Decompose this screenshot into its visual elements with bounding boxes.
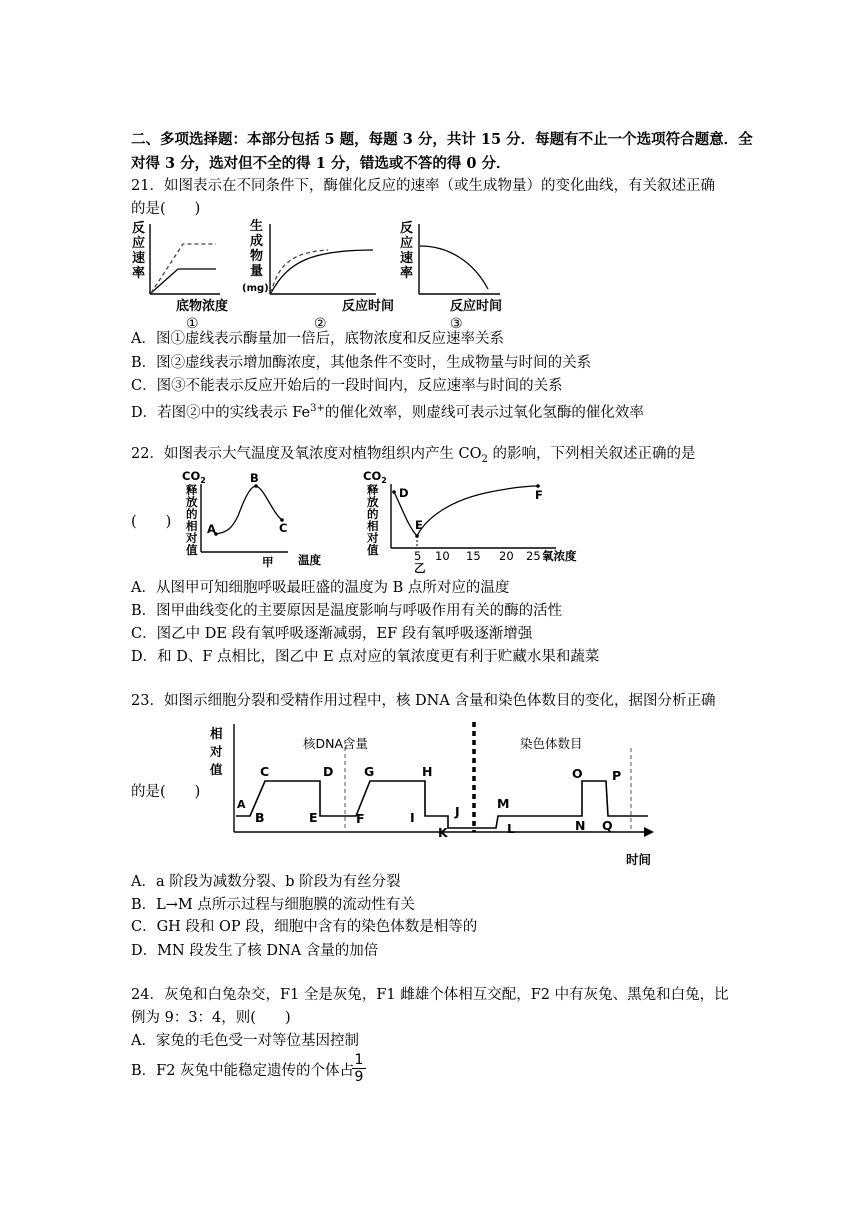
q21-option-d-post: 的催化效率，则虚线可表示过氧化氢酶的催化效率: [324, 404, 644, 421]
q22-figures: [180, 468, 600, 576]
q21-fig3-ylabel-1: 应: [400, 236, 414, 251]
q23-pt-L: L: [507, 821, 515, 836]
q21-option-d: [131, 400, 644, 422]
q22-figA-pt-A: A: [207, 522, 216, 536]
q23-pt-G: G: [364, 764, 375, 779]
q22-figB-ylabel-0: 释: [367, 483, 379, 497]
q22-figA-ylabel-2: 的: [186, 507, 198, 521]
q22-figB-tick-20: 20: [499, 549, 514, 563]
q24-fraction-denominator: 9: [354, 1069, 364, 1085]
q21-option-b: B．图②虚线表示增加酶浓度，其他条件不变时，生成物量与时间的关系: [131, 355, 592, 371]
q23-option-c: C．GH 段和 OP 段，细胞中含有的染色体数是相等的: [131, 919, 478, 935]
q22-figB-pt-F: F: [535, 488, 543, 502]
q21-fig1-number: ①: [186, 316, 199, 332]
q23-figure: [208, 718, 668, 868]
q21-fig2-ylabel-3: 量: [250, 264, 264, 279]
q23-pt-K: K: [438, 825, 448, 840]
q22-stem-pre: 22．如图表示大气温度及氧浓度对植物组织内产生 CO: [131, 446, 482, 462]
q21-stem-line2: 的是( ): [131, 201, 201, 217]
q22-figA-ylabel-1: 放: [186, 495, 198, 509]
section-heading-line1: 二、多项选择题：本部分包括 5 题，每题 3 分，共计 15 分．每题有不止一个选项符合题意．全: [131, 131, 753, 148]
q24-option-b: B．F2 灰兔中能稳定遗传的个体占: [131, 1063, 355, 1079]
q22-figB-xlabel: 氧浓度: [542, 549, 577, 563]
q21-fig1-xlabel: 底物浓度: [176, 299, 229, 314]
q23-title-dna: 核DNA含量: [303, 736, 369, 751]
q21-fig2-ylabel-2: 物: [250, 249, 264, 264]
q23-pt-I: I: [410, 810, 415, 825]
q21-option-d-sup: 3+: [310, 403, 325, 414]
q22-figA-ylabel-0: 释: [186, 483, 198, 497]
q22-figB-pt-E: E: [415, 518, 423, 532]
q22-figB-caption: 乙: [414, 561, 426, 575]
q22-figB-ylabel-1: 放: [367, 495, 379, 509]
q22-figB-pt-D: D: [399, 486, 409, 500]
q23-ylabel-0: 相: [210, 726, 223, 741]
q21-fig3-ylabel-3: 率: [400, 266, 414, 281]
q23-pt-H: H: [422, 764, 433, 779]
q23-pt-N: N: [575, 818, 586, 833]
q23-pt-M: M: [497, 796, 510, 811]
q23-option-a: A．a 阶段为减数分裂、b 阶段为有丝分裂: [131, 874, 401, 890]
q22-paren: ( ): [131, 514, 172, 530]
q22-figB-tick-25: 25: [526, 549, 541, 563]
q23-pt-J: J: [455, 804, 460, 819]
q22-figA-xlabel: 温度: [298, 553, 321, 567]
q23-stem-line1: 23．如图示细胞分裂和受精作用过程中，核 DNA 含量和染色体数目的变化，据图分析正确: [131, 693, 716, 709]
q21-option-c: C．图③不能表示反应开始后的一段时间内，反应速率与时间的关系: [131, 378, 563, 394]
q21-fig2-unit: (mg): [242, 283, 269, 294]
q22-figA-caption: 甲: [262, 555, 274, 569]
q23-ylabel-2: 值: [210, 762, 223, 777]
q23-pt-D: D: [323, 764, 334, 779]
q24-option-a: A．家兔的毛色受一对等位基因控制: [131, 1033, 359, 1049]
q21-figures: [128, 216, 528, 332]
q22-figA-ylabel-5: 值: [186, 543, 198, 557]
q21-fig1-ylabel-2: 速: [132, 251, 146, 266]
q21-option-d-pre: D．若图②中的实线表示 Fe: [131, 404, 311, 421]
q21-fig3-ylabel-0: 反: [400, 221, 414, 236]
q22-option-d: D．和 D、F 点相比，图乙中 E 点对应的氧浓度更有利于贮藏水果和蔬菜: [131, 649, 600, 665]
q21-fig1-ylabel-3: 率: [132, 266, 146, 281]
q22-option-c: C．图乙中 DE 段有氧呼吸逐渐减弱，EF 段有氧呼吸逐渐增强: [131, 626, 533, 642]
q22-figA-pt-B: B: [250, 471, 259, 485]
q23-option-d: D．MN 段发生了核 DNA 含量的加倍: [131, 943, 379, 959]
q22-option-b: B．图甲曲线变化的主要原因是温度影响与呼吸作用有关的酶的活性: [131, 603, 563, 619]
q21-fig1-ylabel-0: 反: [132, 221, 146, 236]
q21-stem-line1: 21．如图表示在不同条件下，酶催化反应的速率（或生成物量）的变化曲线，有关叙述正确: [131, 178, 715, 194]
q24-stem-line2: 例为 9：3：4，则( ): [131, 1010, 291, 1026]
q22-stem-sub: 2: [481, 453, 488, 465]
q24-fraction: [352, 1052, 366, 1085]
section-heading-line2: 对得 3 分，选对但不全的得 1 分，错选或不答的得 0 分．: [131, 155, 511, 172]
q21-fig2-number: ②: [314, 316, 327, 332]
q23-pt-O: O: [572, 766, 583, 781]
q22-figB-ylabel-3: 相: [367, 519, 379, 533]
q22-figB-tick-15: 15: [466, 549, 481, 563]
q22-stem: [131, 445, 696, 469]
q22-figA-co2: $CO_2$: [182, 469, 206, 485]
q21-fig3-xlabel: 反应时间: [450, 299, 503, 314]
q23-pt-C: C: [260, 764, 270, 779]
q22-figB-tick-10: 10: [435, 549, 450, 563]
q24-stem-line1: 24．灰兔和白兔杂交，F1 全是灰兔，F1 雌雄个体相互交配，F2 中有灰兔、黑兔和白兔，比: [131, 987, 729, 1003]
q23-pt-F: F: [356, 811, 365, 826]
q21-fig1-ylabel-1: 应: [132, 236, 146, 251]
q22-option-a: A．从图甲可知细胞呼吸最旺盛的温度为 B 点所对应的温度: [131, 580, 510, 596]
q23-title-chr: 染色体数目: [520, 736, 583, 751]
q22-figB-ylabel-5: 值: [367, 543, 379, 557]
q23-pt-B: B: [255, 810, 265, 825]
q21-fig2-ylabel-0: 生: [250, 219, 264, 234]
q23-pt-Q: Q: [602, 818, 613, 833]
q22-figA-ylabel-3: 相: [186, 519, 198, 533]
q21-option-a: A．图①虚线表示酶量加一倍后，底物浓度和反应速率关系: [131, 331, 504, 347]
q22-figB-ylabel-4: 对: [367, 531, 379, 545]
q22-stem-post: 的影响，下列相关叙述正确的是: [487, 446, 696, 462]
q23-xlabel: 时间: [626, 852, 652, 867]
q22-figA-pt-C: C: [279, 521, 288, 535]
q22-figA-ylabel-4: 对: [186, 531, 198, 545]
q23-ylabel-1: 对: [210, 744, 223, 759]
q23-option-b: B．L→M 点所示过程与细胞膜的流动性有关: [131, 897, 415, 913]
q24-fraction-numerator: 1: [352, 1052, 366, 1069]
q23-stem-line2: 的是( ): [131, 784, 201, 800]
q21-fig3-number: ③: [450, 316, 463, 332]
q22-figB-ylabel-2: 的: [367, 507, 379, 521]
q23-pt-A: A: [237, 798, 246, 811]
q22-figB-co2: $CO_2$: [363, 469, 387, 485]
q21-fig2-xlabel: 反应时间: [342, 299, 395, 314]
q21-fig2-ylabel-1: 成: [250, 234, 264, 249]
q23-pt-P: P: [612, 768, 622, 783]
q21-fig3-ylabel-2: 速: [400, 251, 414, 266]
q23-pt-E: E: [309, 810, 318, 825]
q22-figB-tick-5: 5: [414, 549, 422, 563]
